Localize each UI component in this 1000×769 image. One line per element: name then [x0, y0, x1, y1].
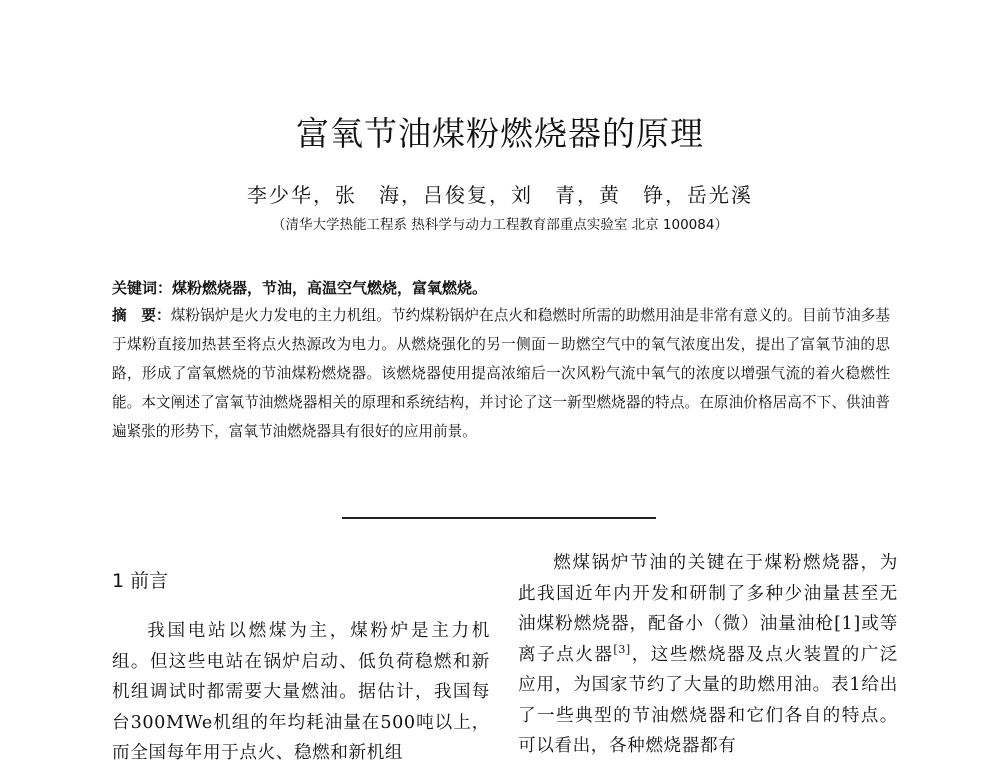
- right-column-text-a: 燃煤锅炉节油的关键在于煤粉燃烧器，为此我国近年内开发和研制了多种少油量甚至无油煤粉燃烧器，配备小（微）油量油枪[1]或等离子点火器: [518, 553, 898, 665]
- citation-ref: [3]: [613, 642, 631, 656]
- abstract: [112, 301, 890, 446]
- right-column-text-b: ，这些燃烧器及点火装置的广泛应用，为国家节约了大量的助燃用油。表1给出了一些典型的节油燃烧器和它们各自的特点。可以看出，各种燃烧器都有: [518, 644, 898, 756]
- affiliation: （清华大学热能工程系 热科学与动力工程教育部重点实验室 北京 100084）: [272, 217, 728, 233]
- author-list: 李少华，张 海，吕俊复，刘 青，黄 铮，岳光溪: [247, 183, 753, 207]
- paper-title: 富氧节油煤粉燃烧器的原理: [296, 114, 704, 153]
- keywords-text: 煤粉燃烧器，节油，高温空气燃烧，富氧燃烧。: [172, 279, 488, 297]
- section-heading-introduction: 1 前言: [112, 570, 169, 592]
- abstract-text: 煤粉锅炉是火力发电的主力机组。节约煤粉锅炉在点火和稳燃时所需的助燃用油是非常有意义的。目前节油多基于煤粉直接加热甚至将点火热源改为电力。从燃烧强化的另一侧面－助燃空气中的氧气浓度出发，提出了富氧节油的思路，形成了富氧燃烧的节油煤粉燃烧器。该燃烧器使用提高浓缩后一次风粉气流中氧气的浓度以增强气流的着火稳燃性能。本文阐述了富氧节油燃烧器相关的原理和系统结构，并讨论了这一新型燃烧器的特点。在原油价格居高不下、供油普遍紧张的形势下，富氧节油燃烧器具有很好的应用前景。: [112, 307, 890, 440]
- abstract-label: 摘 要：: [112, 307, 171, 324]
- body-left-column: 我国电站以燃煤为主，煤粉炉是主力机组。但这些电站在锅炉启动、低负荷稳燃和新机组调试时都需要大量燃油。据估计，我国每台300MWe机组的年均耗油量在500吨以上，而全国每年用于点火、稳燃和新机组: [112, 621, 490, 763]
- keywords-label: 关键词：: [112, 279, 173, 297]
- section-divider: [342, 517, 656, 519]
- keywords: [112, 275, 892, 301]
- body-right-column: [518, 548, 898, 762]
